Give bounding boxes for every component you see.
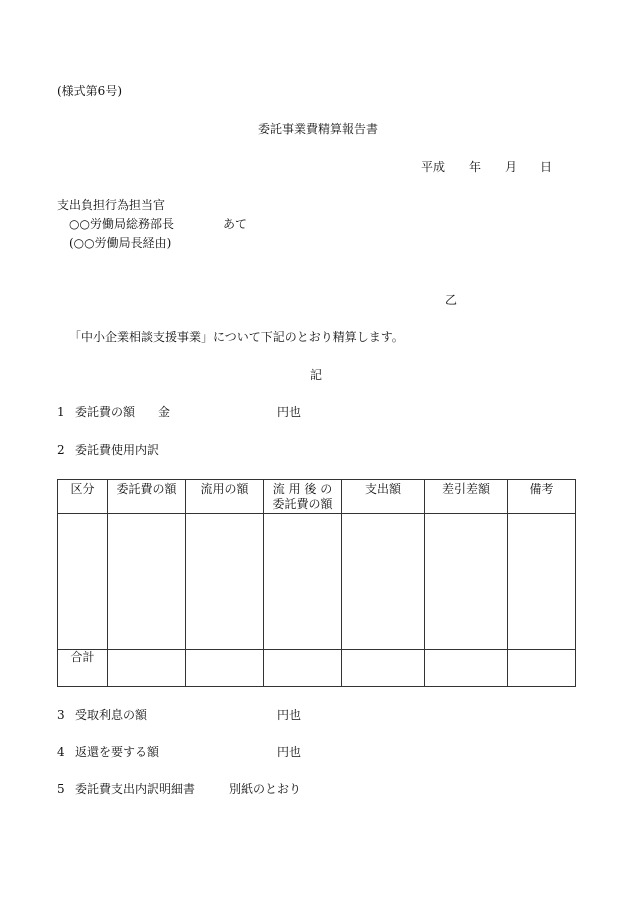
sender: 乙 (445, 293, 458, 307)
date-month: 月 (505, 160, 518, 174)
header-line1: 流 用 後 の (272, 482, 333, 496)
addressee-via: (○○労働局長経由) (69, 236, 172, 250)
item-label: 委託費支出内訳明細書 (75, 782, 196, 796)
table-cell (342, 514, 425, 650)
table-row (58, 514, 576, 650)
table-cell (342, 650, 425, 687)
item-number: 1 (57, 405, 65, 419)
item-prefix: 金 (158, 405, 171, 419)
item-label: 返還を要する額 (75, 745, 160, 759)
expense-breakdown-table (57, 479, 576, 687)
item-number: 3 (57, 708, 65, 722)
item-suffix: 円也 (277, 708, 302, 722)
table-cell (508, 650, 576, 687)
header-remarks: 備考 (508, 480, 576, 514)
item-label: 委託費の額 (75, 405, 136, 419)
form-number: (様式第6号) (57, 84, 122, 98)
addressee-name: ○○労働局総務部長 (69, 217, 174, 231)
header-diverted-amount: 流用の額 (186, 480, 264, 514)
table-header-row (58, 480, 576, 514)
table-cell (425, 650, 508, 687)
header-commission-amount: 委託費の額 (108, 480, 186, 514)
addressee-honorific: あて (223, 217, 248, 231)
statement: 「中小企業相談支援事業」について下記のとおり精算します。 (69, 330, 404, 344)
table-cell (264, 514, 342, 650)
header-balance: 差引差額 (425, 480, 508, 514)
table-cell (108, 514, 186, 650)
document-title: 委託事業費精算報告書 (258, 122, 379, 136)
table-cell (58, 514, 108, 650)
table-cell (186, 650, 264, 687)
item-suffix: 円也 (277, 745, 302, 759)
date-day: 日 (540, 160, 553, 174)
item-suffix: 別紙のとおり (229, 782, 302, 796)
table-cell (425, 514, 508, 650)
table-cell (508, 514, 576, 650)
item-number: 5 (57, 782, 65, 796)
item-suffix: 円也 (277, 405, 302, 419)
table-cell (264, 650, 342, 687)
item-number: 4 (57, 745, 65, 759)
header-category: 区分 (58, 480, 108, 514)
addressee-title: 支出負担行為担当官 (57, 198, 166, 212)
ki-heading: 記 (310, 368, 323, 382)
table-cell (186, 514, 264, 650)
item-label: 委託費使用内訳 (75, 443, 160, 457)
date-era: 平成 (421, 160, 446, 174)
item-number: 2 (57, 443, 65, 457)
table-total-row (58, 650, 576, 687)
total-label: 合計 (58, 650, 108, 687)
date-year: 年 (469, 160, 482, 174)
table-cell (108, 650, 186, 687)
header-expenditure: 支出額 (342, 480, 425, 514)
item-label: 受取利息の額 (75, 708, 148, 722)
header-post-diversion-amount (264, 480, 342, 514)
header-line2: 委託費の額 (272, 497, 333, 511)
